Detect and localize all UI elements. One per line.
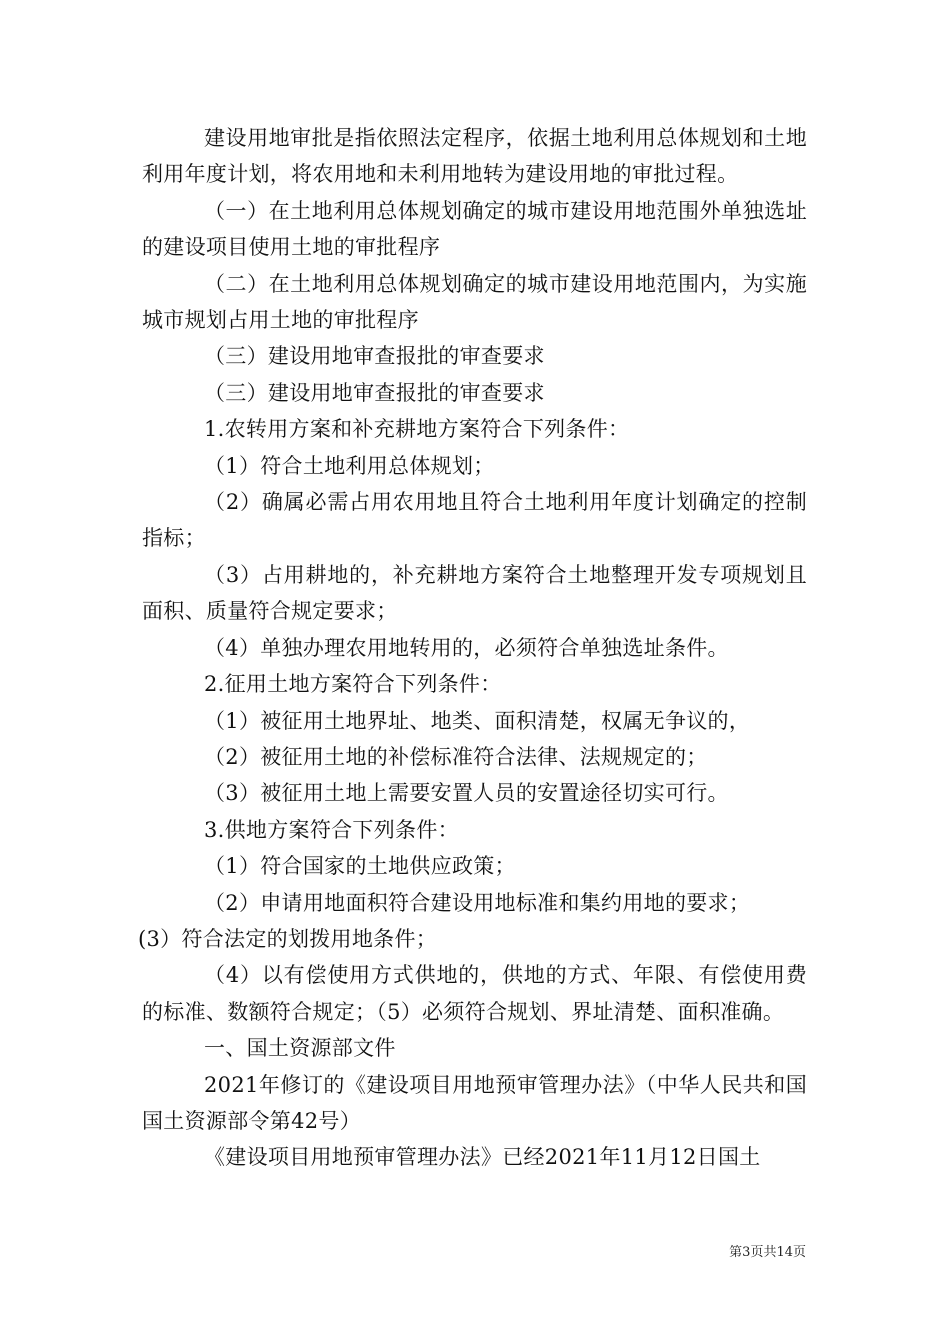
paragraph-item-3-4-5: （4）以有偿使用方式供地的，供地的方式、年限、有偿使用费的标准、数额符合规定；（5）必须符合规划、界址清楚、面积准确。 [142, 963, 807, 1024]
paragraph-section-2: （二）在土地利用总体规划确定的城市建设用地范围内，为实施城市规划占用土地的审批程序 [142, 271, 807, 333]
paragraph-item-3-heading: 3.供地方案符合下列条件： [204, 817, 459, 842]
paragraph-item-2-3: （3）被征用土地上需要安置人员的安置途径切实可行。 [204, 781, 729, 806]
page-number-footer: 第3页共14页 [729, 1245, 806, 1260]
paragraph-section-1: （一）在土地利用总体规划确定的城市建设用地范围外单独选址的建设项目使用土地的审批程序 [142, 198, 807, 260]
paragraph-item-1-3: （3）占用耕地的，补充耕地方案符合土地整理开发专项规划且面积、质量符合规定要求； [142, 562, 807, 624]
paragraph-item-2-1: （1）被征用土地界址、地类、面积清楚，权属无争议的， [204, 708, 751, 733]
paragraph-intro: 建设用地审批是指依照法定程序，依据土地利用总体规划和土地利用年度计划，将农用地和未利用地转为建设用地的审批过程。 [142, 126, 807, 187]
paragraph-item-2-2: （2）被征用土地的补偿标准符合法律、法规规定的； [204, 744, 708, 769]
paragraph-regulation-title: 2021年修订的《建设项目用地预审管理办法》（中华人民共和国国土资源部令第42号） [142, 1072, 807, 1133]
paragraph-heading-ministry-docs: 一、国土资源部文件 [204, 1036, 396, 1061]
paragraph-item-3-1: （1）符合国家的土地供应政策； [204, 854, 516, 879]
paragraph-section-3-repeat: （三）建设用地审查报批的审查要求 [204, 380, 545, 405]
paragraph-item-2-heading: 2.征用土地方案符合下列条件： [204, 672, 502, 697]
paragraph-item-1-4: （4）单独办理农用地转用的，必须符合单独选址条件。 [204, 635, 729, 660]
paragraph-item-1-1: （1）符合土地利用总体规划； [204, 453, 495, 478]
paragraph-item-3-2: （2）申请用地面积符合建设用地标准和集约用地的要求； [204, 890, 751, 915]
paragraph-item-3-3: (3）符合法定的划拨用地条件； [138, 926, 438, 951]
paragraph-item-1-2: （2）确属必需占用农用地且符合土地利用年度计划确定的控制指标； [142, 490, 807, 551]
paragraph-item-1-heading: 1.农转用方案和补充耕地方案符合下列条件： [204, 417, 630, 442]
paragraph-regulation-body: 《建设项目用地预审管理办法》已经2021年11月12日国土 [204, 1145, 761, 1170]
document-body [138, 120, 807, 1176]
paragraph-section-3: （三）建设用地审查报批的审查要求 [204, 344, 545, 369]
